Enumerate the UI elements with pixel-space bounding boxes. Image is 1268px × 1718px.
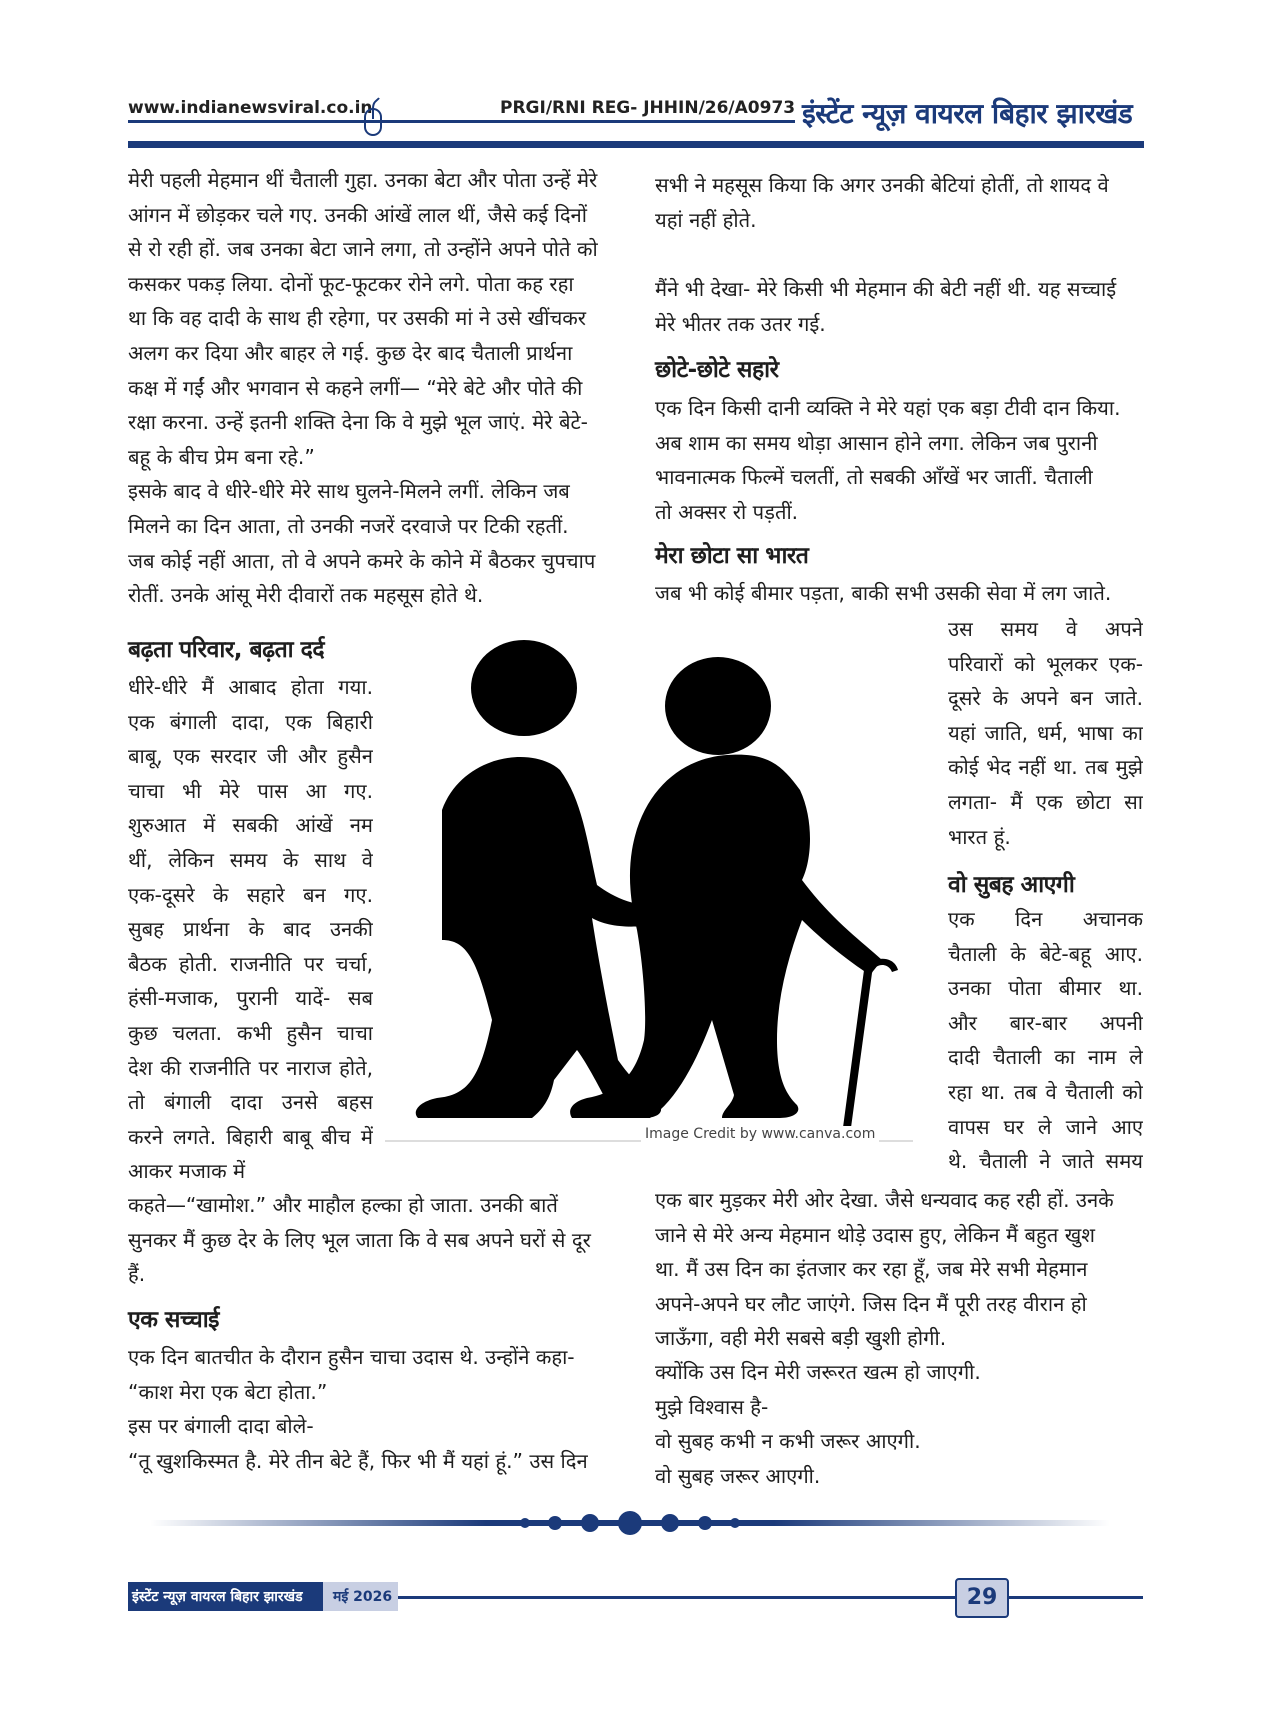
text-line: आकर मजाक में: [128, 1159, 246, 1184]
text-line: भारत हूं.: [948, 824, 1011, 849]
man-head: [665, 657, 771, 755]
text-line: वो सुबह जरूर आएगी.: [655, 1463, 821, 1488]
text-line: से रो रही हों. जब उनका बेटा जाने लगा, तो उन्होंने अपने पोते को: [128, 237, 598, 262]
text-line: क्योंकि उस दिन मेरी जरूरत खत्म हो जाएगी.: [655, 1360, 981, 1384]
cane: [842, 959, 898, 1135]
text-line: परिवारों को भूलकर एक-: [948, 651, 1143, 676]
left-continuation: [128, 1188, 615, 1292]
text-line: उनका पोता बीमार था.: [948, 976, 1143, 1001]
registration-number: PRGI/RNI REG- JHHIN/26/A0973: [500, 98, 796, 118]
section-heading: छोटे-छोटे सहारे: [655, 357, 779, 383]
text-line: दादी चैताली का नाम ले: [948, 1045, 1143, 1070]
text-line: था. मैं उस दिन का इंतजार कर रहा हूँ, जब मेरे सभी मेहमान: [655, 1257, 1088, 1282]
section-heading: एक सच्चाई: [128, 1307, 219, 1333]
elderly-couple-silhouette-image: [382, 640, 916, 1135]
right-p5-narrow: [948, 902, 1143, 1179]
left-truth: [128, 1340, 615, 1478]
text-line: जब कोई नहीं आता, तो वे अपने कमरे के कोने में बैठकर चुपचाप: [128, 548, 596, 573]
text-line: वापस घर ले जाने आए: [948, 1114, 1143, 1139]
text-line: सुबह प्रार्थना के बाद उनकी: [128, 917, 373, 942]
text-line: चाचा भी मेरे पास आ गए.: [128, 778, 373, 803]
text-line: एक बंगाली दादा, एक बिहारी: [128, 709, 373, 734]
text-line: एक दिन बातचीत के दौरान हुसैन चाचा उदास थे. उन्होंने कहा-: [128, 1345, 575, 1369]
text-line: जाने से मेरे अन्य मेहमान थोड़े उदास हुए, लेकिन मैं बहुत खुश: [655, 1222, 1095, 1247]
text-line: उस समय वे अपने: [948, 617, 1143, 641]
website-url: www.indianewsviral.co.in: [128, 98, 373, 118]
header-rule-thick: [128, 141, 1144, 148]
text-line: चैताली के बेटे-बहू आए.: [948, 941, 1143, 966]
text-line: रोतीं. उनके आंसू मेरी दीवारों तक महसूस होते थे.: [128, 583, 484, 608]
text-line: बाबू, एक सरदार जी और हुसैन: [128, 744, 373, 769]
text-line: हंसी-मजाक, पुरानी यादें- सब: [128, 986, 373, 1011]
text-line: अपने-अपने घर लौट जाएंगे. जिस दिन मैं पूरी तरह वीरान हो: [655, 1291, 1087, 1316]
header-rule: [128, 120, 795, 123]
text-line: यहां नहीं होते.: [655, 207, 757, 232]
image-credit: Image Credit by www.canva.com: [641, 1126, 879, 1142]
left-intro: [128, 163, 615, 613]
text-line: मेरे भीतर तक उतर गई.: [655, 311, 826, 336]
text-line: बहू के बीच प्रेम बना रहे.”: [128, 444, 315, 469]
woman-head: [471, 640, 577, 736]
publication-title: इंस्टेंट न्यूज़ वायरल बिहार झारखंड: [802, 97, 1133, 130]
text-line: यहां जाति, धर्म, भाषा का: [948, 720, 1143, 745]
section-heading: मेरा छोटा सा भारत: [655, 543, 809, 569]
text-line: कुछ चलता. कभी हुसैन चाचा: [128, 1020, 373, 1045]
text-line: एक दिन किसी दानी व्यक्ति ने मेरे यहां एक बड़ा टीवी दान किया.: [655, 396, 1121, 420]
text-line: रहा था. तब वे चैताली को: [948, 1079, 1143, 1104]
text-line: शुरुआत में सबकी आंखें नम: [128, 813, 373, 838]
section-heading: बढ़ता परिवार, बढ़ता दर्द: [128, 637, 325, 663]
text-line: जाऊँगा, वही मेरी सबसे बड़ी खुशी होगी.: [655, 1326, 947, 1351]
text-line: तो बंगाली दादा उनसे बहस: [128, 1090, 373, 1115]
right-closing: [655, 1355, 1142, 1493]
text-line: और बार-बार अपनी: [948, 1010, 1143, 1035]
text-line: तो अक्सर रो पड़तीं.: [655, 499, 799, 524]
right-p2: [655, 272, 1142, 341]
mouse-icon: [363, 97, 383, 139]
footer-publication: इंस्टेंट न्यूज़ वायरल बिहार झारखंड: [132, 1589, 303, 1605]
text-line: कहते—“खामोश.” और माहौल हल्का हो जाता. उनकी बातें: [128, 1193, 558, 1217]
text-line: बैठक होती. राजनीति पर चर्चा,: [128, 951, 373, 976]
woman-body: [416, 757, 665, 1118]
text-line: था कि वह दादी के साथ ही रहेगा, पर उसकी मां ने उसे खींचकर: [128, 306, 587, 331]
text-line: एक दिन अचानक: [948, 907, 1143, 931]
right-p4-narrow: [948, 612, 1143, 854]
footer-dots-ornament: [515, 1508, 745, 1538]
text-line: एक बार मुड़कर मेरी ओर देखा. जैसे धन्यवाद कह रही हों. उनके: [655, 1188, 1114, 1212]
text-line: अलग कर दिया और बाहर ले गई. कुछ देर बाद चैताली प्रार्थना: [128, 340, 573, 365]
right-p5-wide: [655, 1183, 1142, 1356]
text-line: कक्ष में गईं और भगवान से कहने लगीं— “मेरे बेटे और पोते की: [128, 375, 583, 400]
text-line: मिलने का दिन आता, तो उनकी नजरें दरवाजे पर टिकी रहतीं.: [128, 513, 569, 538]
text-line: आंगन में छोड़कर चले गए. उनकी आंखें लाल थीं, जैसे कई दिनों: [128, 202, 587, 227]
text-line: सभी ने महसूस किया कि अगर उनकी बेटियां होतीं, तो शायद वे: [655, 173, 1109, 197]
text-line: अब शाम का समय थोड़ा आसान होने लगा. लेकिन जब पुरानी: [655, 430, 1098, 455]
text-line: सुनकर मैं कुछ देर के लिए भूल जाता कि वे सब अपने घरों से दूर: [128, 1227, 591, 1252]
text-line: मैंने भी देखा- मेरे किसी भी मेहमान की बेटी नहीं थी. यह सच्चाई: [655, 277, 1117, 301]
text-line: धीरे-धीरे मैं आबाद होता गया.: [128, 675, 373, 699]
text-line: इसके बाद वे धीरे-धीरे मेरे साथ घुलने-मिलने लगीं. लेकिन जब: [128, 479, 570, 504]
right-p4-first: जब भी कोई बीमार पड़ता, बाकी सभी उसकी सेवा में लग जाते.: [655, 581, 1112, 605]
text-line: दूसरे के अपने बन जाते.: [948, 686, 1143, 711]
text-line: “काश मेरा एक बेटा होता.”: [128, 1379, 328, 1404]
text-line: एक-दूसरे के सहारे बन गए.: [128, 882, 373, 907]
right-p1: [655, 168, 1142, 237]
footer-rule: [398, 1596, 1143, 1599]
left-narrow: [128, 670, 373, 1189]
section-heading: वो सुबह आएगी: [948, 872, 1075, 898]
text-line: मेरी पहली मेहमान थीं चैताली गुहा. उनका बेटा और पोता उन्हें मेरे: [128, 168, 598, 192]
right-p3: [655, 391, 1142, 529]
text-line: भावनात्मक फिल्में चलतीं, तो सबकी आँखें भर जातीं. चैताली: [655, 465, 1093, 490]
text-line: थे. चैताली ने जाते समय: [948, 1149, 1143, 1174]
text-line: कोई भेद नहीं था. तब मुझे: [948, 755, 1143, 780]
text-line: मुझे विश्वास है-: [655, 1394, 769, 1419]
text-line: देश की राजनीति पर नाराज होते,: [128, 1055, 373, 1080]
text-line: “तू खुशकिस्मत है. मेरे तीन बेटे हैं, फिर भी मैं यहां हूं.” उस दिन: [128, 1448, 588, 1473]
text-line: करने लगते. बिहारी बाबू बीच में: [128, 1124, 373, 1149]
text-line: इस पर बंगाली दादा बोले-: [128, 1414, 314, 1439]
text-line: रक्षा करना. उन्हें इतनी शक्ति देना कि वे मुझे भूल जाएं. मेरे बेटे-: [128, 410, 588, 435]
text-line: लगता- मैं एक छोटा सा: [948, 789, 1143, 814]
page-number: 29: [955, 1578, 1009, 1618]
text-line: कसकर पकड़ लिया. दोनों फूट-फूटकर रोने लगे. पोता कह रहा: [128, 271, 574, 296]
text-line: हैं.: [128, 1262, 146, 1287]
text-line: वो सुबह कभी न कभी जरूर आएगी.: [655, 1429, 921, 1454]
text-line: थीं, लेकिन समय के साथ वे: [128, 847, 373, 872]
footer-issue-date: मई 2026: [333, 1589, 393, 1605]
